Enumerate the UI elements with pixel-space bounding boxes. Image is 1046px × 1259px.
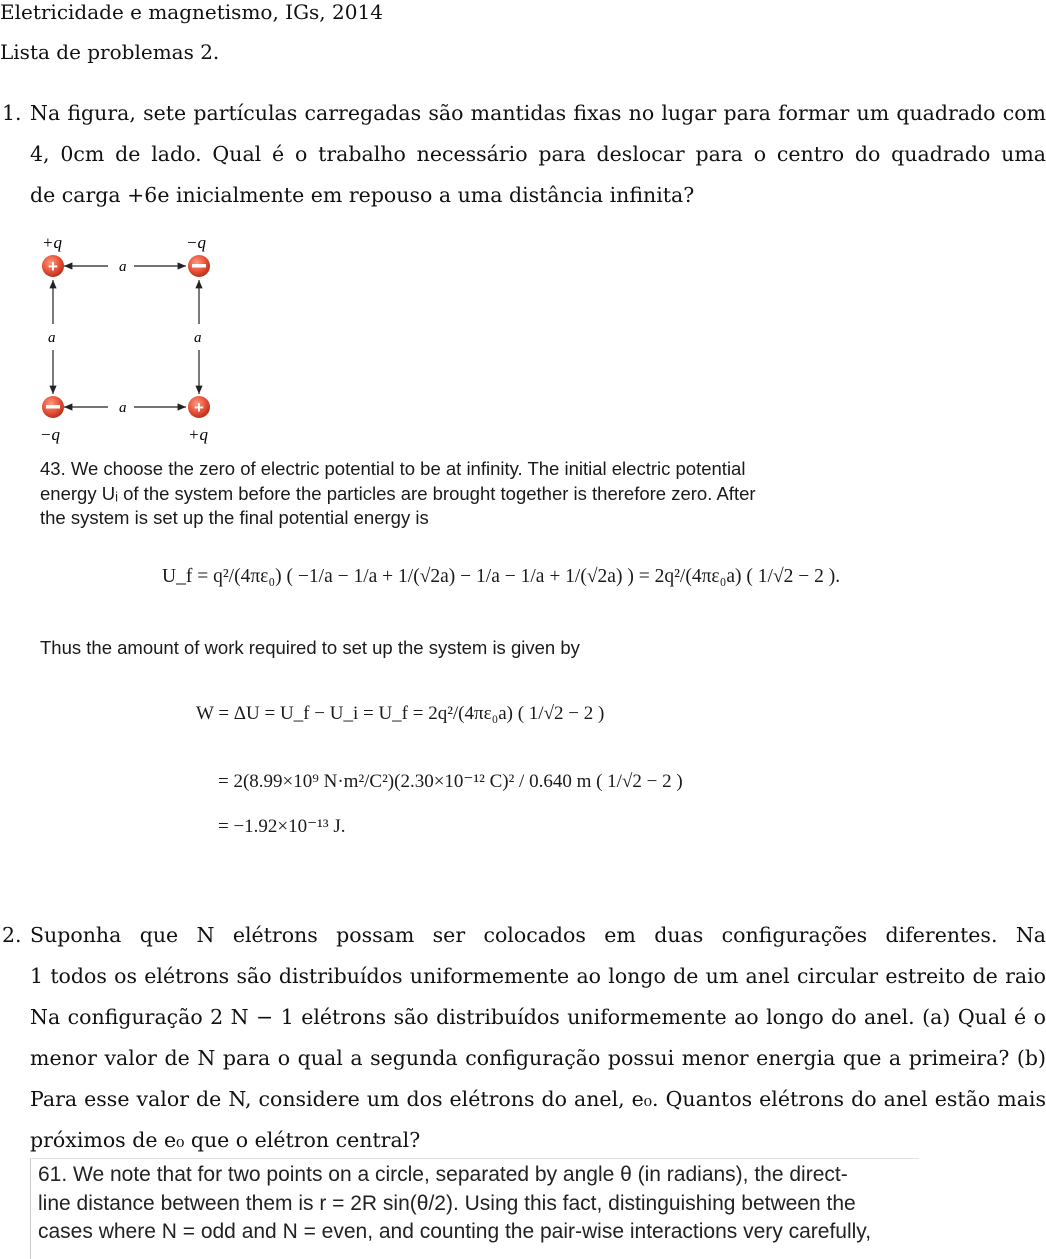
problem-1-text xyxy=(30,93,1046,216)
solution-43-line: 43. We choose the zero of electric potential to be at infinity. The initial electric potential xyxy=(40,458,746,479)
label-top-left-charge: +q xyxy=(42,233,62,252)
equation-final-energy: U_f = q²/(4πε₀) ( −1/a − 1/a + 1/(√2a) − 1/a − 1/a + 1/(√2a) ) = 2q²/(4πε₀a) ( 1/√2 − 2 ). xyxy=(162,566,841,587)
plus-sign: + xyxy=(48,257,58,276)
solution-61-text xyxy=(38,1161,871,1247)
charge-square-figure xyxy=(30,228,230,448)
charge-top-right xyxy=(188,255,210,277)
label-top-side: a xyxy=(119,259,127,275)
problem-2-line: próximos de e₀ que o elétron central? xyxy=(30,1128,421,1152)
problem-2-line: menor valor de N para o qual a segunda configuração possui menor energia que a primeira? (b) xyxy=(30,1046,1046,1070)
problem-2-line: 1 todos os elétrons são distribuídos uniformemente ao longo de um anel circular estreito de raio xyxy=(30,964,1046,988)
label-left-side: a xyxy=(48,330,56,346)
equation-work-2: = 2(8.99×10⁹ N·m²/C²)(2.30×10⁻¹² C)² / 0.640 m ( 1/√2 − 2 ) xyxy=(218,771,683,792)
solution-61-line: cases where N = odd and N = even, and counting the pair-wise interactions very carefully, xyxy=(38,1220,872,1243)
problem-2-line: Para esse valor de N, considere um dos elétrons do anel, e₀. Quantos elétrons do anel estão mais xyxy=(30,1087,1046,1111)
problem-2-number: 2. xyxy=(2,923,22,947)
solution-43-line: the system is set up the final potential energy is xyxy=(40,507,429,528)
solution-43-line: energy Uᵢ of the system before the particles are brought together is therefore zero. After xyxy=(40,482,756,504)
problem-1-number: 1. xyxy=(2,101,22,125)
charge-bottom-right xyxy=(188,396,210,418)
problem-1-line: de carga +6e inicialmente em repouso a uma distância infinita? xyxy=(30,183,695,207)
problem-2-text xyxy=(30,915,1046,1161)
label-right-side: a xyxy=(194,330,202,346)
header-title: Eletricidade e magnetismo, IGs, 2014 xyxy=(0,0,383,24)
label-top-right-charge: −q xyxy=(186,233,206,252)
minus-sign xyxy=(192,264,206,268)
problem-1-line: 4, 0cm de lado. Qual é o trabalho necessário para deslocar para o centro do quadrado uma xyxy=(30,142,1046,166)
plus-sign: + xyxy=(194,398,204,417)
charge-bottom-left xyxy=(42,396,64,418)
problem-2-line: Suponha que N elétrons possam ser colocados em duas configurações diferentes. Na xyxy=(30,923,1046,947)
label-bottom-right-charge: +q xyxy=(188,425,208,444)
minus-sign xyxy=(46,405,60,409)
equation-work-3: = −1.92×10⁻¹³ J. xyxy=(218,816,346,837)
header-subtitle: Lista de problemas 2. xyxy=(0,40,220,64)
label-bottom-left-charge: −q xyxy=(40,425,60,444)
solution-43-thus: Thus the amount of work required to set up the system is given by xyxy=(40,637,580,658)
solution-61-line: 61. We note that for two points on a circle, separated by angle θ (in radians), the direct- xyxy=(38,1163,848,1186)
label-bottom-side: a xyxy=(119,400,127,416)
solution-61-line: line distance between them is r = 2R sin(θ/2). Using this fact, distinguishing between the xyxy=(38,1191,856,1215)
solution-43-text xyxy=(40,457,756,531)
equation-work-1: W = ΔU = U_f − U_i = U_f = 2q²/(4πε₀a) ( 1/√2 − 2 ) xyxy=(196,703,605,724)
problem-1-line: Na figura, sete partículas carregadas são mantidas fixas no lugar para formar um quadrado com xyxy=(30,101,1046,125)
charge-top-left xyxy=(42,255,64,277)
problem-2-line: Na configuração 2 N − 1 elétrons são distribuídos uniformemente ao longo do anel. (a) Qual é o xyxy=(30,1005,1046,1029)
